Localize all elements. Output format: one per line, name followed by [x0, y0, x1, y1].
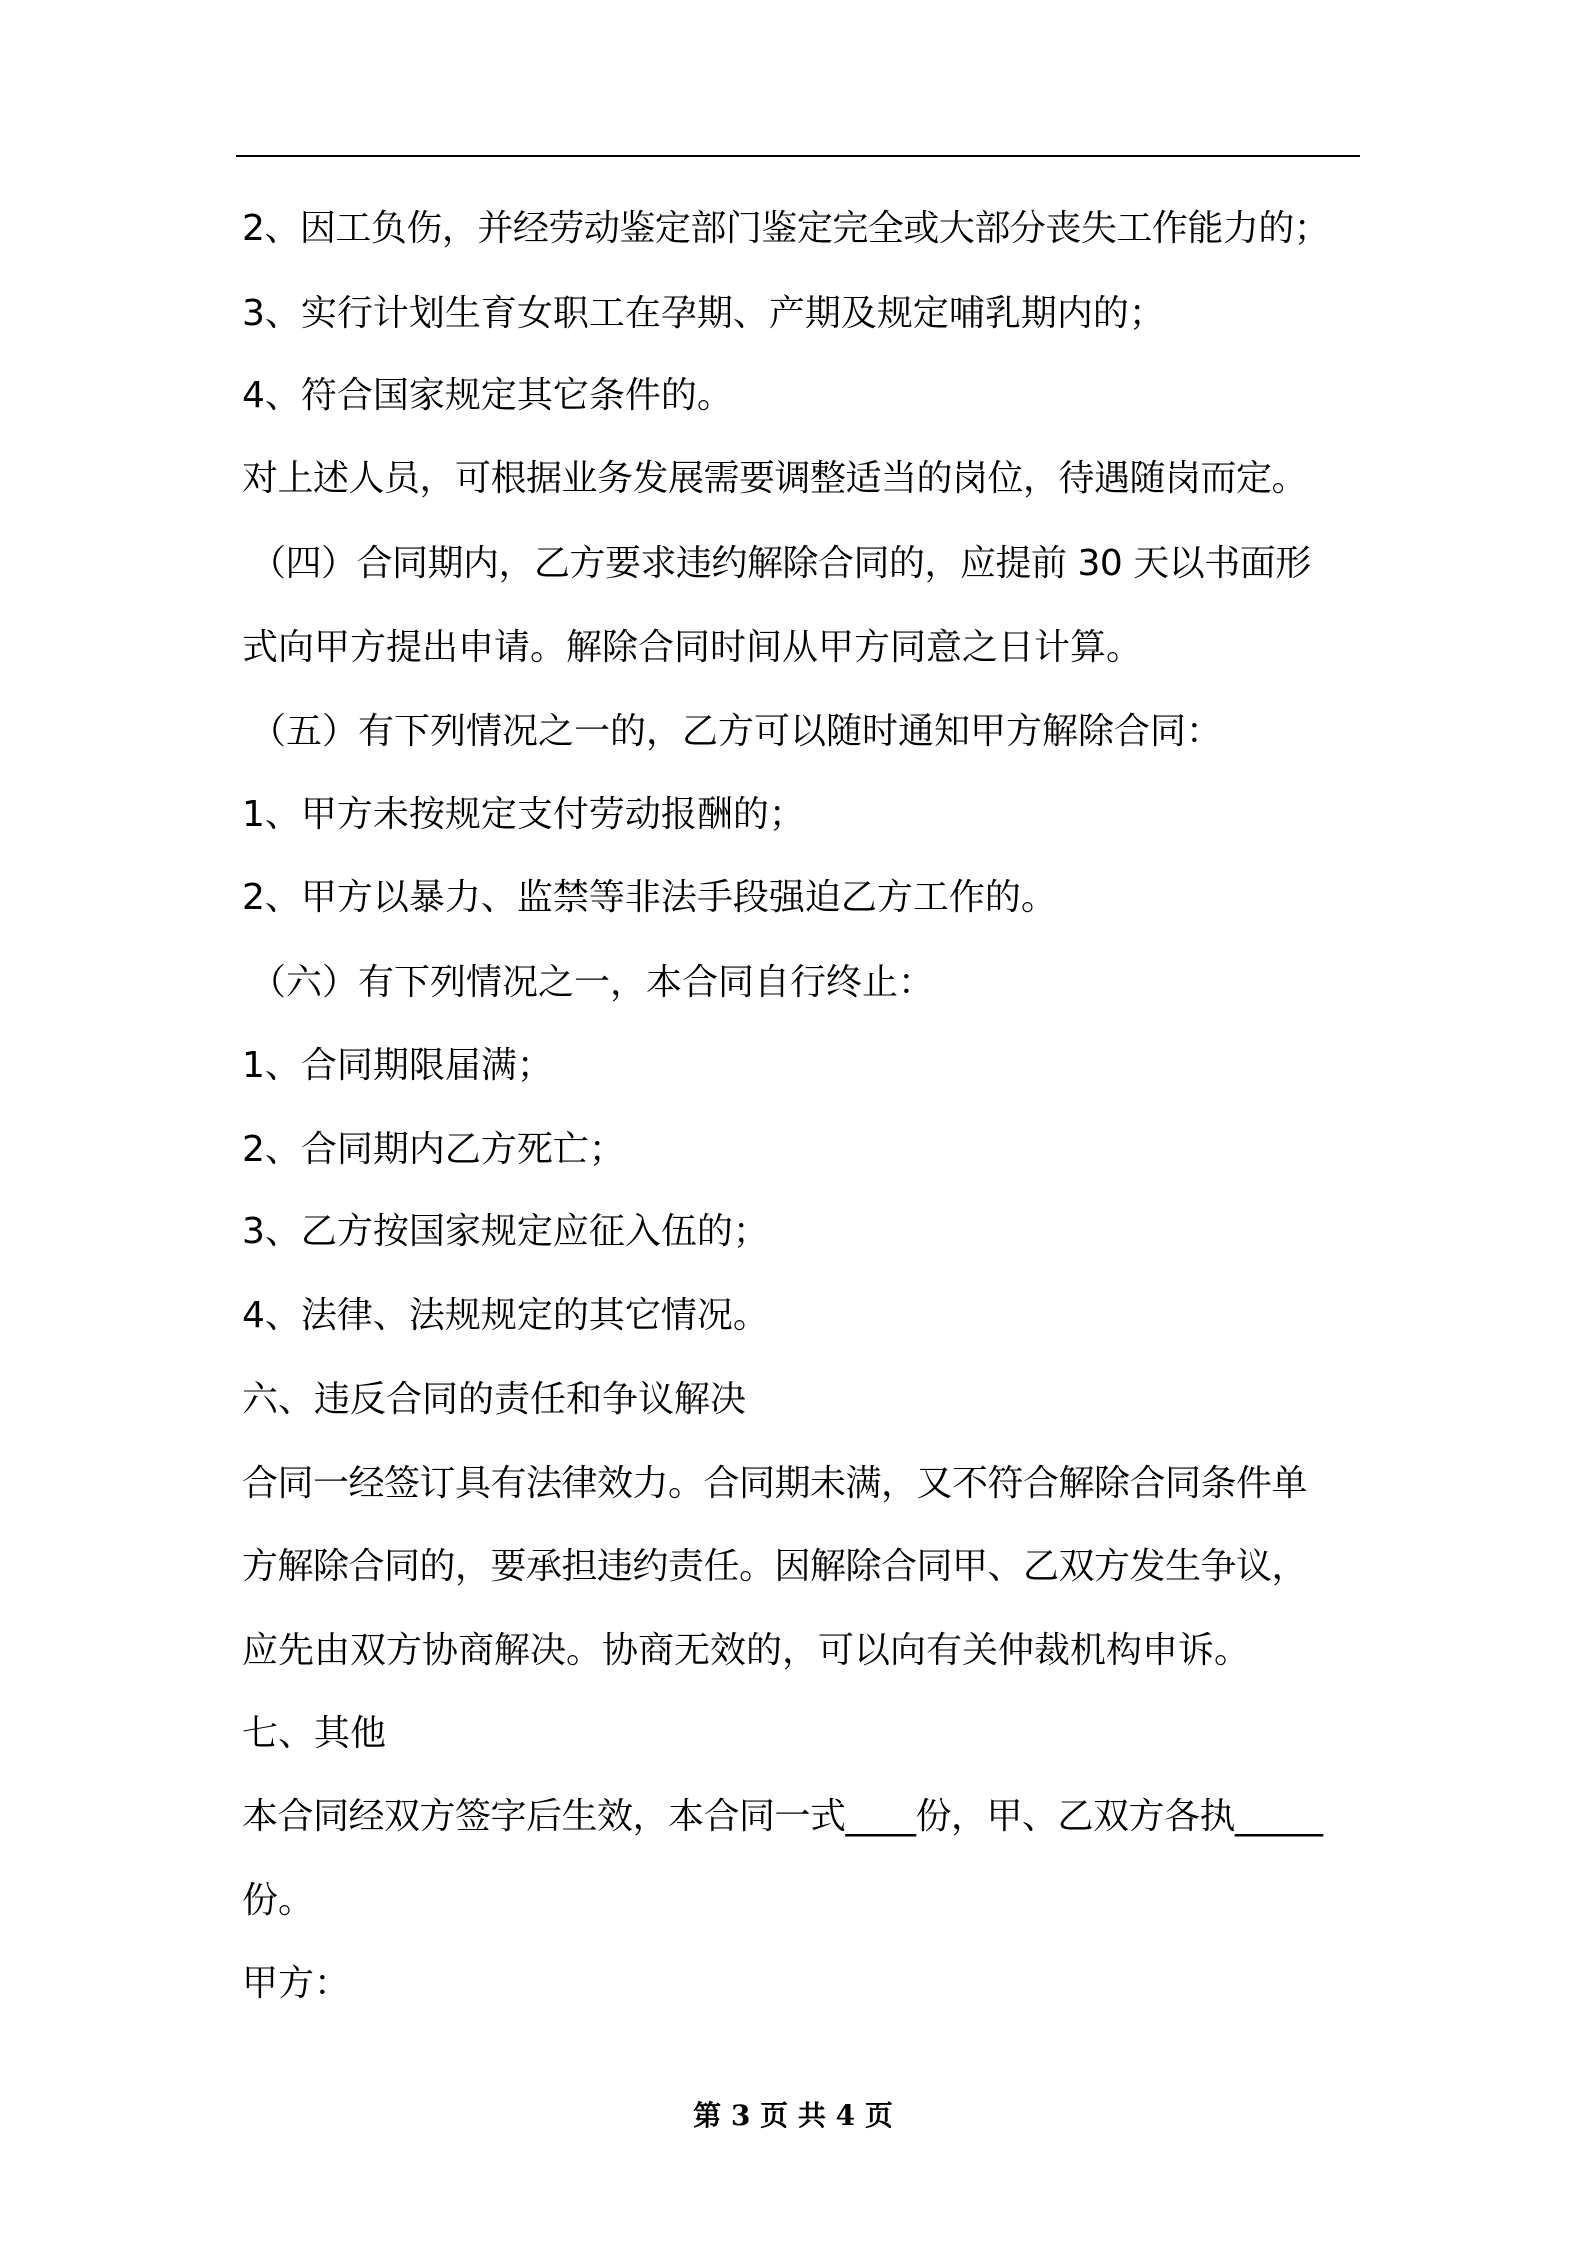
clause-line: 1、合同期限届满； — [242, 1045, 553, 1086]
paragraph-line: 方解除合同的，要承担违约责任。因解除合同甲、乙双方发生争议， — [242, 1546, 1308, 1587]
clause-line: 2、因工负伤，并经劳动鉴定部门鉴定完全或大部分丧失工作能力的； — [242, 208, 1330, 249]
paragraph-line: 式向甲方提出申请。解除合同时间从甲方同意之日计算。 — [242, 627, 1143, 668]
clause-line: 1、甲方未按规定支付劳动报酬的； — [242, 794, 805, 835]
paragraph-line: 份。 — [242, 1880, 315, 1921]
section-heading: （六）有下列情况之一，本合同自行终止： — [250, 962, 935, 1003]
paragraph-line: 应先由双方协商解决。协商无效的，可以向有关仲裁机构申诉。 — [242, 1630, 1251, 1671]
section-heading: （五）有下列情况之一的，乙方可以随时通知甲方解除合同： — [250, 711, 1223, 752]
page-indicator: 第 3 页 共 4 页 — [693, 2099, 893, 2132]
clause-line: 4、符合国家规定其它条件的。 — [242, 375, 733, 416]
section-heading: 六、违反合同的责任和争议解决 — [242, 1379, 747, 1420]
clause-line: 2、甲方以暴力、监禁等非法手段强迫乙方工作的。 — [242, 877, 1057, 918]
clause-line: 3、实行计划生育女职工在孕期、产期及规定哺乳期内的； — [242, 293, 1165, 334]
paragraph-line: 合同一经签订具有法律效力。合同期未满，又不符合解除合同条件单 — [242, 1463, 1308, 1504]
clause-line: 4、法律、法规规定的其它情况。 — [242, 1295, 769, 1336]
paragraph-line: 本合同经双方签字后生效，本合同一式____份，甲、乙双方各执_____ — [242, 1796, 1323, 1837]
clause-line: 2、合同期内乙方死亡； — [242, 1129, 625, 1170]
paragraph-line: 对上述人员，可根据业务发展需要调整适当的岗位，待遇随岗而定。 — [242, 458, 1308, 499]
paragraph-line: （四）合同期内，乙方要求违约解除合同的，应提前 30 天以书面形 — [250, 543, 1311, 584]
section-heading: 七、其他 — [242, 1713, 387, 1754]
party-a-label: 甲方： — [242, 1963, 351, 2004]
clause-line: 3、乙方按国家规定应征入伍的； — [242, 1211, 769, 1252]
